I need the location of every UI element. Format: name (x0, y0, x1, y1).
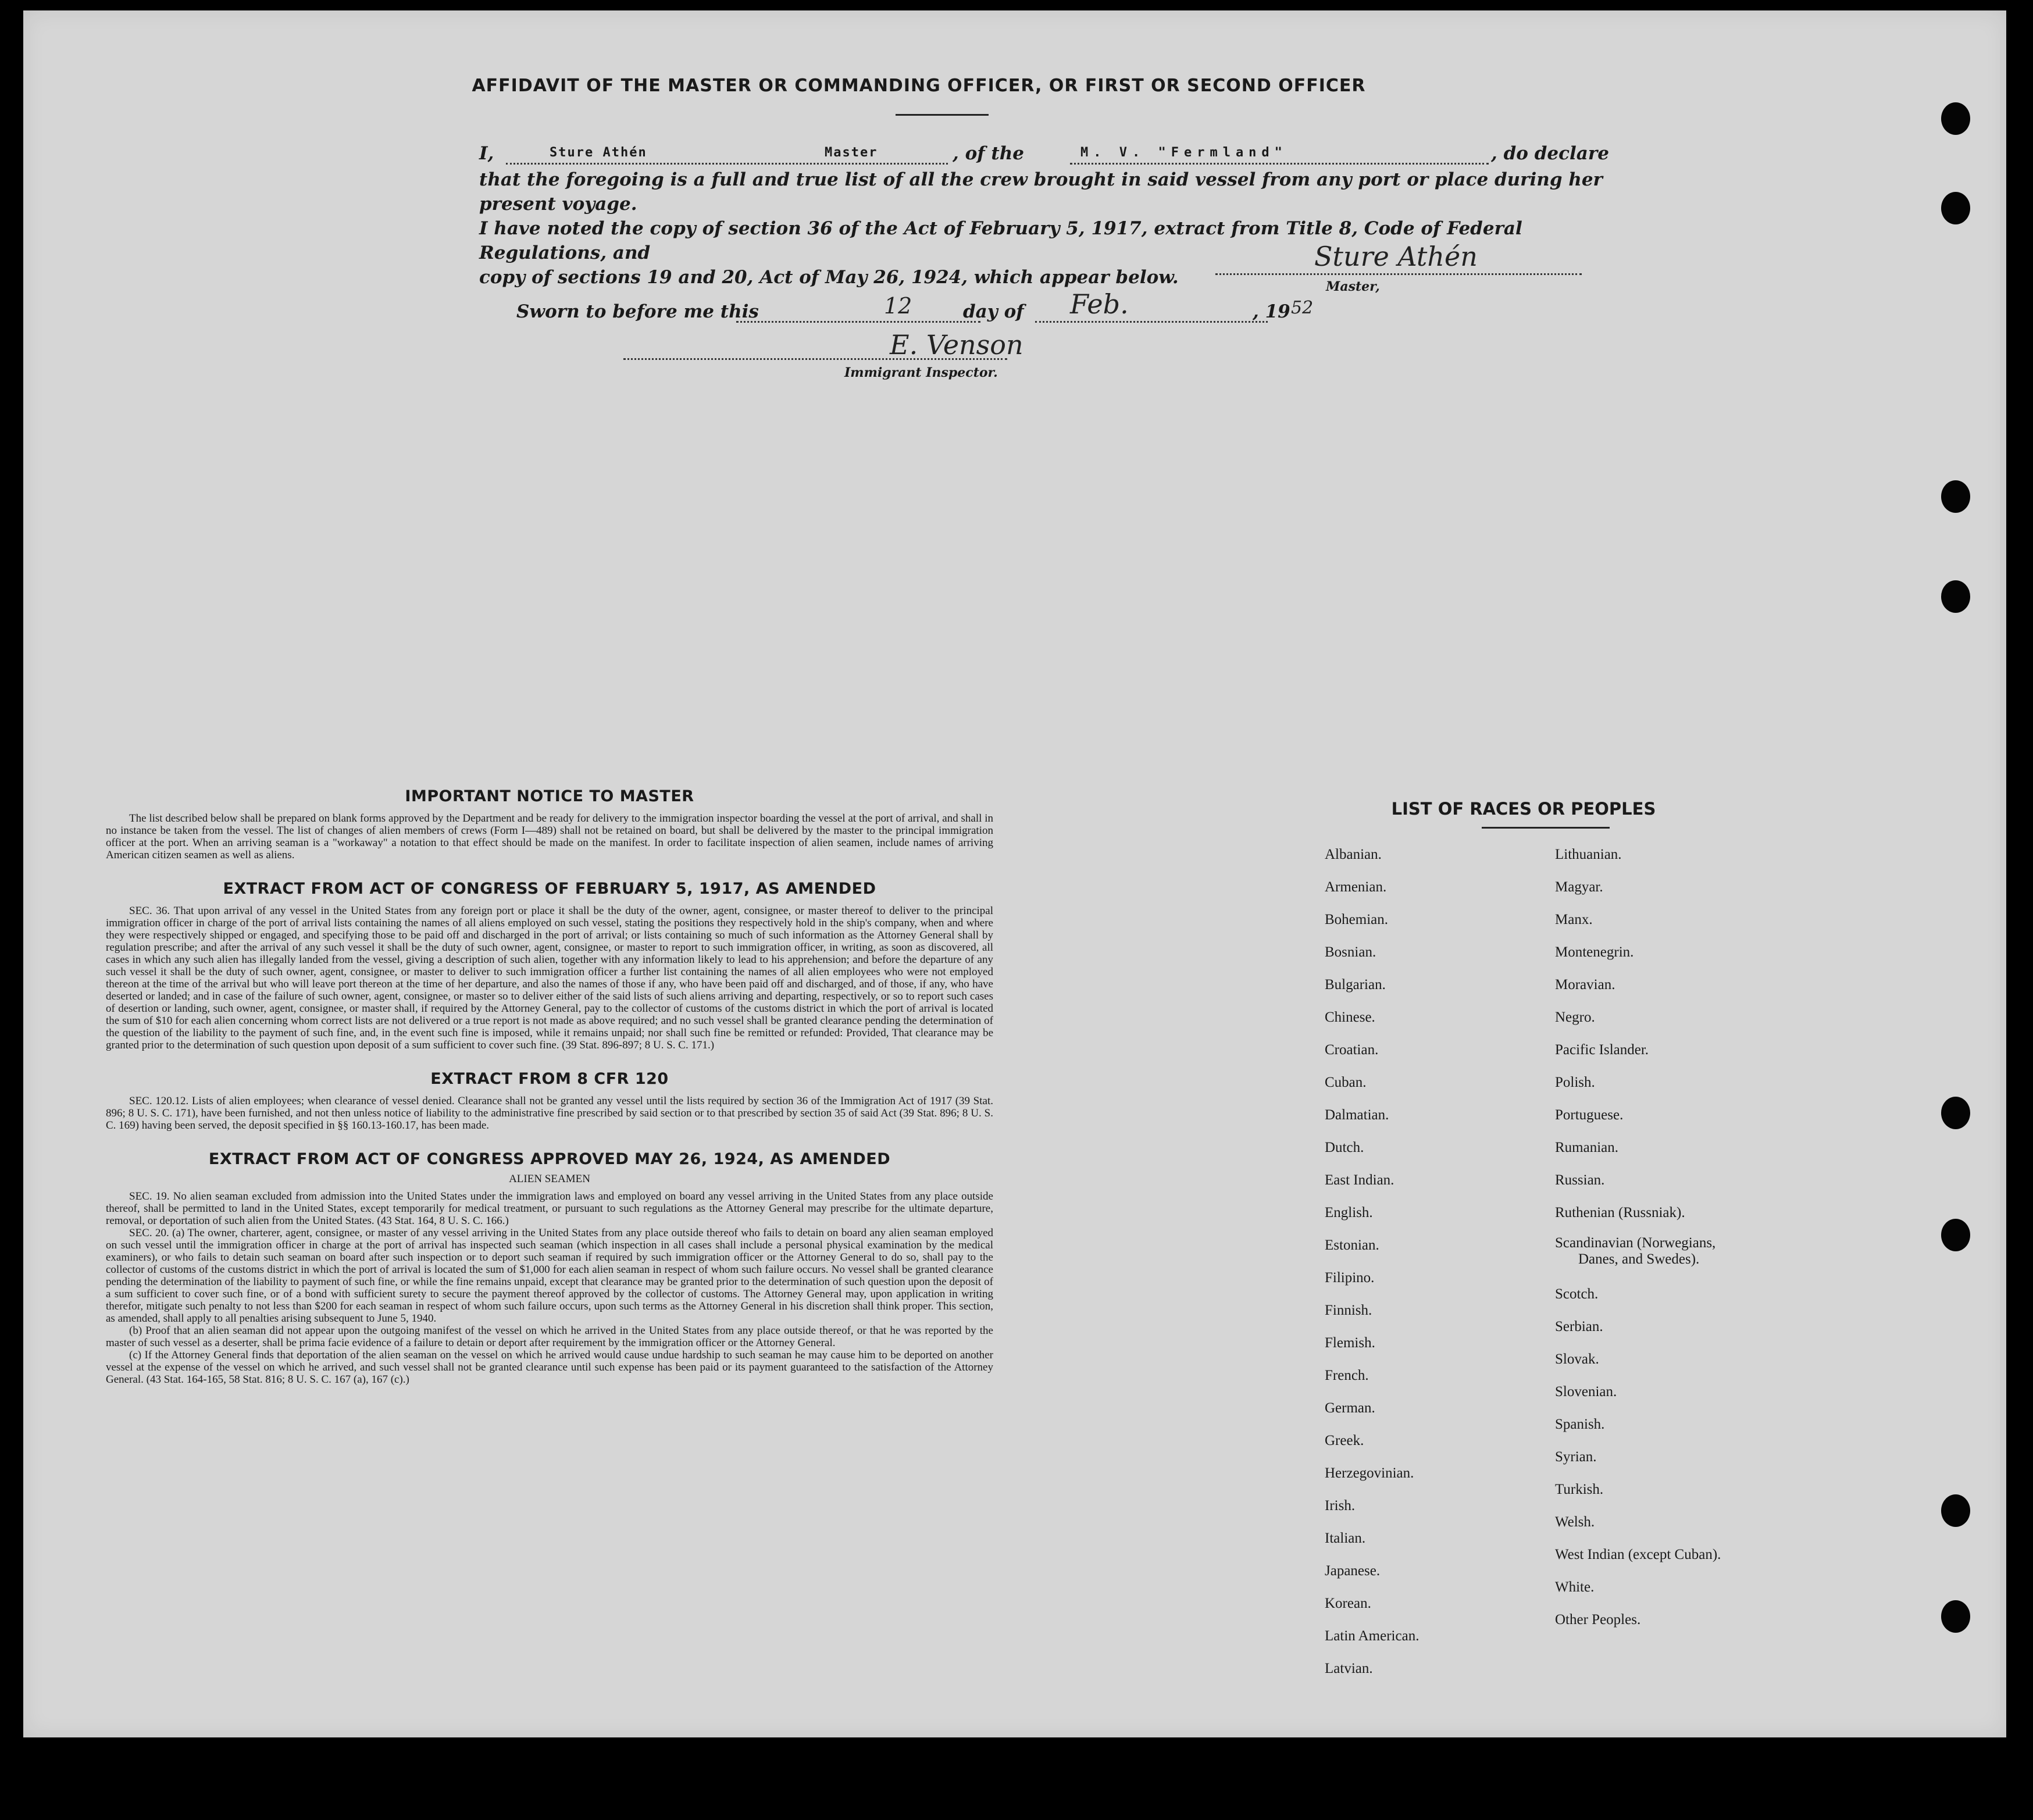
day-of-label: day of (963, 301, 1024, 322)
race-item: Latvian. (1325, 1661, 1373, 1676)
race-item: Estonian. (1325, 1237, 1379, 1253)
sworn-year: 52 (1291, 298, 1314, 318)
cfr-title: EXTRACT FROM 8 CFR 120 (430, 1070, 669, 1088)
declaration-line-2: that the foregoing is a full and true list of all the crew brought in said vessel from any port or place during her present voyage. (479, 169, 1603, 215)
race-item: Herzegovinian. (1325, 1465, 1414, 1481)
vessel-fill-line (1070, 163, 1489, 165)
race-item: Dalmatian. (1325, 1107, 1389, 1123)
race-item: Dutch. (1325, 1140, 1364, 1155)
race-item: Croatian. (1325, 1042, 1379, 1058)
race-item: Filipino. (1325, 1270, 1375, 1286)
sec-20b-text: (b) Proof that an alien seaman did not appear upon the outgoing manifest of the vessel on which he arrived in the United States from any place outside thereof, or that he was reported by the master of such vessel as a deserter, shall be prima facie evidence of a failure to detain or deport after requirement by the immigration officer or the Attorney General. (106, 1325, 993, 1349)
race-item: Welsh. (1555, 1514, 1595, 1530)
race-item: East Indian. (1325, 1172, 1394, 1188)
race-item: French. (1325, 1368, 1369, 1383)
sworn-label: Sworn to before me this (516, 301, 759, 322)
race-item: Slovenian. (1555, 1384, 1617, 1400)
race-item: Armenian. (1325, 879, 1387, 895)
race-item: Other Peoples. (1555, 1612, 1641, 1628)
sec-20a-text: SEC. 20. (a) The owner, charterer, agent, consignee, or master of any vessel arriving in the United States from any place outside thereof who fails to detain on board any alien seaman employed on such vessel until the immigration officer in charge at the port of arrival has inspected such seaman (which inspection in all cases shall include a personal physical examination by the medical examiners), or who fails to detain such seaman on board after such inspection or to deport such seaman if required by such immigration officer or the Attorney General to do so, shall pay to the collector of customs of the customs district in which the port of arrival is located the sum of $1,000 for each alien seaman in respect of whom such failure occurs. No vessel shall be granted clearance pending the determination of the liability to payment of such fine, or while the fine remains unpaid, except that clearance may be granted prior to the determination of such question upon the deposit of a sum sufficient to cover such fine, or of a bond with sufficient surety to secure the payment thereof approved by the collector of customs. The Attorney General may, upon application in writing therefor, mitigate such penalty to not less than $200 for each seaman in respect of whom such failure occurs, upon such terms as the Attorney General in his discretion shall think proper. This section, as amended, shall apply to all penalties arising subsequent to June 5, 1940. (106, 1227, 993, 1325)
race-item: Syrian. (1555, 1449, 1597, 1465)
race-item: Russian. (1555, 1172, 1605, 1188)
race-item: White. (1555, 1579, 1595, 1595)
master-name-field: Sture Athén (550, 145, 647, 160)
punch-hole (1941, 1494, 1970, 1527)
alien-seamen-subtitle: ALIEN SEAMEN (509, 1173, 590, 1185)
punch-hole (1941, 1600, 1970, 1633)
race-item: Bohemian. (1325, 912, 1389, 927)
race-item: German. (1325, 1400, 1375, 1416)
extract-1917-text: SEC. 36. That upon arrival of any vessel in the United States from any foreign port or place it shall be the duty of the owner, agent, consignee, or master thereof to deliver to the principal immigration officer in charge of the port of arrival lists containing the names of all aliens employed on such vessel, stating the positions they respectively hold in the ship's company, when and where they were respectively shipped or engaged, and specifying those to be paid off and discharged in the port of arrival; or lists containing so much of such information as the Attorney General shall by regulation prescribe; and after the arrival of any such vessel it shall be the duty of such owner, agent, consignee, or master to report to such immigration officer, in writing, as soon as discovered, all cases in which any such alien has illegally landed from the vessel, giving a description of such alien, together with any information likely to lead to his apprehension; and before the departure of any such vessel it shall be the duty of such owner, agent, consignee, or master to deliver to such immigration officer a further list containing the names of all alien employees who were not employed thereon at the time of the arrival but who will leave port thereon at the time of her departure, and also the names of those if any, who have been paid off and discharged, and of those, if any, who have deserted or landed; and in case of the failure of such owner, agent, consignee, or master so to deliver either of the said lists of such aliens arriving and departing, respectively, or so to report such cases of desertion or landing, such owner, agent, consignee, or master shall, if required by the Attorney General, pay to the collector of customs of the customs district in which the port of arrival is located the sum of $10 for each alien concerning whom correct lists are not delivered or a true report is not made as above required; and no such vessel shall be granted clearance pending the determination of the question of the liability to the payment of such fine, and, in the event such fine is imposed, while it remains unpaid; nor shall such fine be remitted or refunded: Provided, That clearance may be granted prior to the determination of such question upon deposit of a sum sufficient to cover such fine. (39 Stat. 896-897; 8 U. S. C. 171.) (106, 905, 993, 1051)
race-item: Ruthenian (Russniak). (1555, 1205, 1685, 1221)
legal-column (106, 787, 993, 1386)
race-item: Polish. (1555, 1075, 1595, 1090)
race-item: Chinese. (1325, 1009, 1375, 1025)
race-item: Albanian. (1325, 847, 1382, 862)
name-fill-line (506, 163, 948, 165)
sworn-month-line (1035, 321, 1268, 323)
race-item: Bosnian. (1325, 944, 1376, 960)
race-item: Lithuanian. (1555, 847, 1622, 862)
inspector-signature: E. Venson (890, 329, 1023, 361)
race-item: Cuban. (1325, 1075, 1367, 1090)
of-the-label: , of the (953, 143, 1024, 164)
punch-hole (1941, 580, 1970, 613)
prefix-i: I, (479, 143, 494, 164)
master-signature-caption: Master, (1326, 279, 1380, 294)
race-item: Flemish. (1325, 1335, 1375, 1351)
races-left-column (1325, 838, 1419, 1685)
races-divider (1482, 827, 1610, 829)
race-item: Irish. (1325, 1498, 1356, 1514)
race-item: Magyar. (1555, 879, 1603, 895)
race-item: Spanish. (1555, 1416, 1605, 1432)
race-item: Scotch. (1555, 1286, 1599, 1302)
title-divider (896, 114, 989, 116)
sec-20c-text: (c) If the Attorney General finds that deportation of the alien seaman on the vessel on which he arrived would cause undue hardship to such seaman he may cause him to be deported on another vessel at the expense of the vessel on which he arrived, and such vessel shall not be granted clearance until such expense has been paid or its payment guaranteed to the satisfaction of the Attorney General. (43 Stat. 164-165, 58 Stat. 816; 8 U. S. C. 167 (a), 167 (c).) (106, 1349, 993, 1386)
master-signature: Sture Athén (1314, 241, 1478, 272)
race-item: West Indian (except Cuban). (1555, 1547, 1721, 1562)
race-item: Portuguese. (1555, 1107, 1624, 1123)
race-item: Manx. (1555, 912, 1593, 927)
races-right-column (1555, 838, 1721, 1636)
race-item: Italian. (1325, 1530, 1366, 1546)
extract-1917-title: EXTRACT FROM ACT OF CONGRESS OF FEBRUARY 5, 1917, AS AMENDED (223, 880, 876, 898)
affidavit-title: AFFIDAVIT OF THE MASTER OR COMMANDING OFFICER, OR FIRST OR SECOND OFFICER (472, 76, 1366, 96)
notice-text: The list described below shall be prepared on blank forms approved by the Department and be ready for delivery to the immigration inspector boarding the vessel at the port of arrival, and shall in no instance be taken from the vessel. The list of changes of alien members of crews (Form I—489) shall not be retained on board, but shall be delivered by the master to the principal immigration officer at the port. When an arriving seaman is a "workaway" a notation to that effect should be made on the manifest. In order to facilitate inspection of alien seamen, include names of arriving American citizen seamen as well as aliens. (106, 812, 993, 861)
race-item: Rumanian. (1555, 1140, 1619, 1155)
notice-title: IMPORTANT NOTICE TO MASTER (405, 787, 694, 805)
rank-field: Master (825, 145, 878, 160)
race-item: Moravian. (1555, 977, 1615, 993)
race-item: Greek. (1325, 1433, 1364, 1448)
year-prefix: , 19 (1253, 301, 1290, 322)
sworn-month: Feb. (1070, 288, 1129, 320)
declaration-line-1 (479, 143, 1642, 169)
cfr-text: SEC. 120.12. Lists of alien employees; when clearance of vessel denied. Clearance shall not be granted any vessel until the lists required by section 36 of the Immigration Act of 1917 (39 Stat. 896; 8 U. S. C. 171), have been furnished, and not then unless notice of liability to the administrative fine prescribed by said section or to that prescribed by section 35 of said Act (39 Stat. 896; 8 U. S. C. 169) having been served, the deposit specified in §§ 160.13-160.17, has been made. (106, 1095, 993, 1132)
inspector-caption: Immigrant Inspector. (844, 365, 998, 380)
race-item: Bulgarian. (1325, 977, 1386, 993)
races-title: LIST OF RACES OR PEOPLES (1391, 799, 1656, 819)
race-item: Japanese. (1325, 1563, 1381, 1579)
race-item: Korean. (1325, 1596, 1371, 1611)
punch-hole (1941, 1219, 1970, 1251)
race-item: Negro. (1555, 1009, 1595, 1025)
sec-19-text: SEC. 19. No alien seaman excluded from admission into the United States under the immigration laws and employed on board any vessel arriving in the United States from any place outside thereof, shall be permitted to land in the United States, except temporarily for medical treatment, or pursuant to such regulations as the Attorney General may prescribe for the ultimate departure, removal, or deportation of such alien from the United States. (43 Stat. 164, 8 U. S. C. 166.) (106, 1190, 993, 1227)
document-sheet (23, 10, 2006, 1737)
vessel-field: M. V. "Fermland" (1080, 145, 1287, 160)
race-item: Pacific Islander. (1555, 1042, 1649, 1058)
sworn-day-line (736, 321, 980, 323)
race-item: Danes, and Swedes). (1578, 1251, 1700, 1267)
race-item: Slovak. (1555, 1351, 1599, 1367)
race-item: Finnish. (1325, 1302, 1372, 1318)
master-signature-line (1215, 273, 1582, 275)
declaration-line-3: I have noted the copy of section 36 of the Act of February 5, 1917, extract from Title 8, Code of Federal Regulations, and (479, 218, 1522, 263)
race-item: Turkish. (1555, 1482, 1604, 1497)
race-item: Serbian. (1555, 1319, 1603, 1334)
race-item: Montenegrin. (1555, 944, 1634, 960)
punch-hole (1941, 192, 1970, 224)
do-declare-label: , do declare (1491, 143, 1609, 164)
sworn-day: 12 (884, 293, 912, 319)
punch-hole (1941, 480, 1970, 513)
punch-hole (1941, 1097, 1970, 1129)
race-item: Scandinavian (Norwegians, (1555, 1235, 1716, 1251)
race-item: English. (1325, 1205, 1373, 1221)
race-item: Latin American. (1325, 1628, 1419, 1644)
declaration-line-4: copy of sections 19 and 20, Act of May 26, 1924, which appear below. (479, 267, 1179, 288)
punch-hole (1941, 102, 1970, 135)
extract-1924-title: EXTRACT FROM ACT OF CONGRESS APPROVED MAY 26, 1924, AS AMENDED (208, 1150, 891, 1168)
